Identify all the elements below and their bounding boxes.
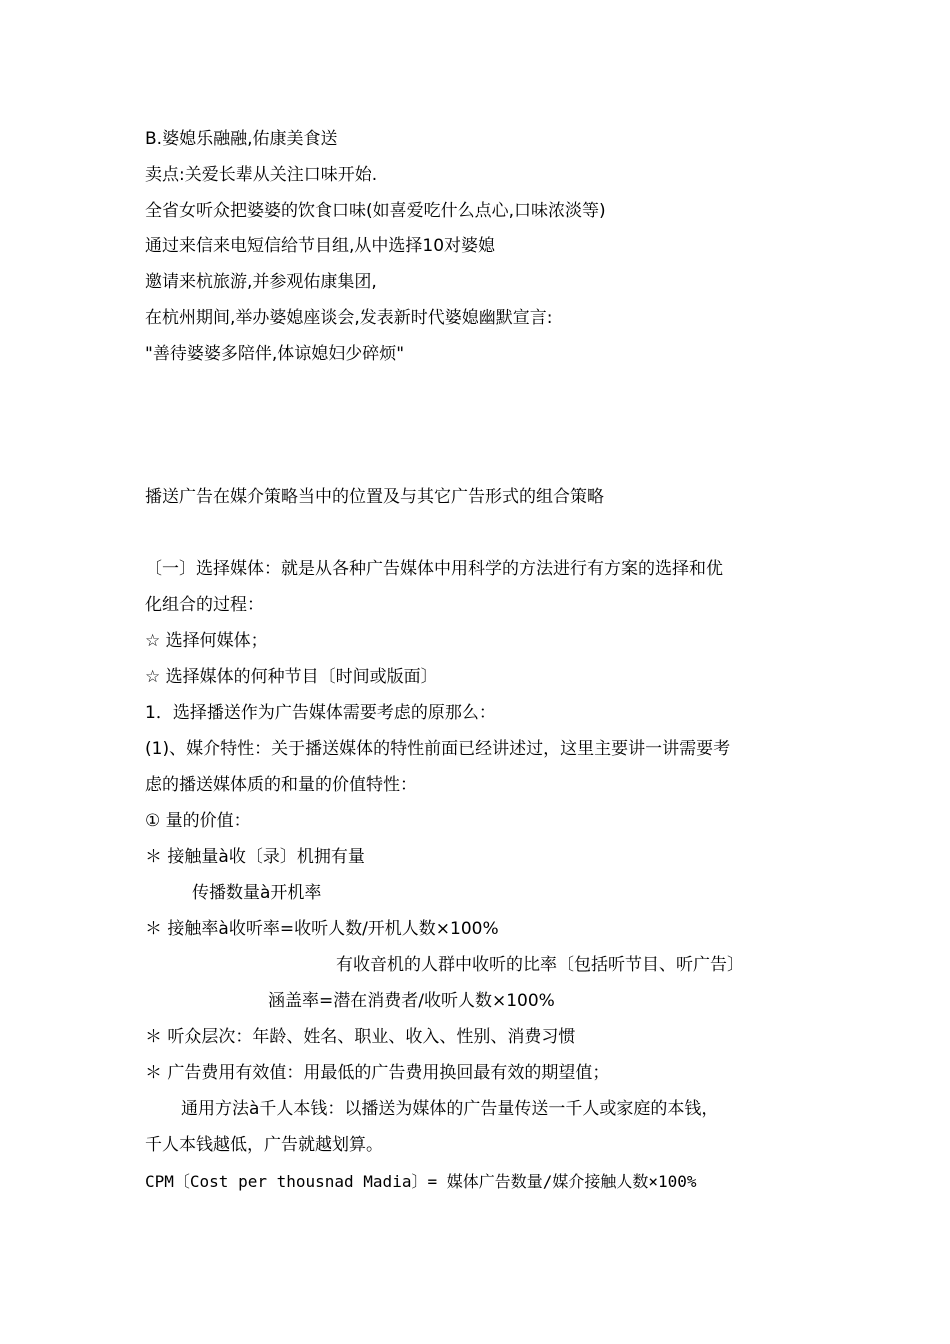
bullet-sub-line: 传播数量à开机率 [192,883,322,903]
slogan-line: "善待婆婆多陪伴,体谅媳妇少碎烦" [145,344,405,364]
sub-heading: ① 量的价值： [145,811,251,831]
text-line: 在杭州期间,举办婆媳座谈会,发表新时代婆媳幽默宣言: [145,308,553,328]
bullet-item: ＊ 广告费用有效值：用最低的广告费用换回最有效的期望值； [145,1063,610,1083]
text-line: 邀请来杭旅游,并参观佑康集团, [145,272,377,292]
paragraph-line: 〔一〕选择媒体：就是从各种广告媒体中用科学的方法进行有方案的选择和优 [145,559,723,579]
paragraph-line: (1)、媒介特性：关于播送媒体的特性前面已经讲述过，这里主要讲一讲需要考 [145,739,731,759]
cpm-formula: CPM〔Cost per thousnad Madia〕= 媒体广告数量/媒介接触人数×100% [145,1172,697,1191]
paragraph-line: 虑的播送媒体质的和量的价值特性： [145,775,417,795]
star-list-item: ☆ 选择何媒体； [145,631,268,651]
paragraph-line: 化组合的过程： [145,595,264,615]
text-line: 全省女听众把婆婆的饮食口味(如喜爱吃什么点心,口味浓淡等) [145,201,606,221]
bullet-item: ＊ 听众层次：年龄、姓名、职业、收入、性别、消费习惯 [145,1027,576,1047]
section-heading: 播送广告在媒介策略当中的位置及与其它广告形式的组合策略 [145,487,604,507]
section-b-title: B.婆媳乐融融,佑康美食送 [145,129,338,149]
star-list-item: ☆ 选择媒体的何种节目〔时间或版面〕 [145,667,438,687]
paragraph-line: 千人本钱越低，广告就越划算。 [145,1135,383,1155]
bullet-item: ＊ 接触量à收〔录〕机拥有量 [145,847,365,867]
text-line: 通过来信来电短信给节目组,从中选择10对婆媳 [145,236,496,256]
selling-point-line: 卖点:关爱长辈从关注口味开始. [145,165,378,185]
bullet-sub-line: 涵盖率=潜在消费者/收听人数×100% [268,991,555,1011]
bullet-item: ＊ 接触率à收听率=收听人数/开机人数×100% [145,919,499,939]
paragraph-line: 通用方法à千人本钱：以播送为媒体的广告量传送一千人或家庭的本钱， [181,1099,719,1119]
bullet-sub-line: 有收音机的人群中收听的比率〔包括听节目、听广告〕 [336,955,744,975]
numbered-item: 1．选择播送作为广告媒体需要考虑的原那么： [145,703,496,723]
